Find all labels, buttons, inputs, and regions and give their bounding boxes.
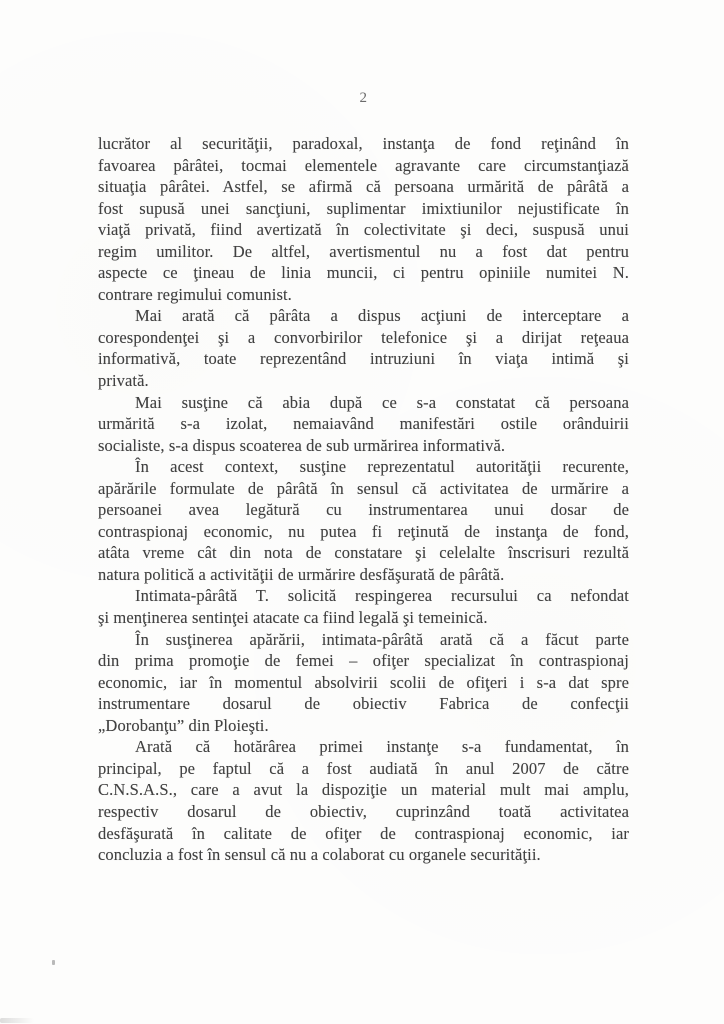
paragraph bbox=[98, 305, 629, 391]
text-line: persoanei avea legătură cu instrumentarea unui dosar de bbox=[98, 500, 629, 520]
text-line: fost supusă unei sancţiuni, suplimentar imixtiunilor nejustificate în bbox=[98, 198, 629, 218]
text-line: urmărită s-a izolat, nemaiavând manifestări ostile orânduirii bbox=[98, 414, 629, 434]
text-line: instrumentare dosarul de obiectiv Fabrica de confecţii bbox=[98, 694, 629, 714]
text-line: „Dorobanţu” din Ploieşti. bbox=[98, 715, 269, 735]
text-line: În susţinerea apărării, intimata-pârâtă arată că a făcut parte bbox=[135, 629, 629, 649]
text-line: informativă, toate reprezentând intruziuni în viaţa intimă şi bbox=[98, 349, 629, 369]
text-line: privată. bbox=[98, 371, 149, 391]
text-line: contraspionaj economic, nu putea fi reţinută de instanţa de fond, bbox=[98, 521, 629, 541]
paragraph bbox=[98, 392, 629, 457]
text-line: apărările formulate de pârâtă în sensul că activitatea de urmărire a bbox=[98, 478, 629, 498]
paragraph bbox=[98, 585, 629, 628]
text-line: socialiste, s-a dispus scoaterea de sub urmărirea informativă. bbox=[98, 435, 506, 455]
text-line: Mai arată că pârâta a dispus acţiuni de interceptare a bbox=[135, 306, 629, 326]
text-line: viaţă privată, fiind avertizată în colectivitate şi deci, suspusă unui bbox=[98, 220, 629, 240]
text-line: corespondenţei şi a convorbirilor telefonice şi a dirijat reţeaua bbox=[98, 327, 629, 347]
text-line: din prima promoţie de femei – ofiţer specializat în contraspionaj bbox=[98, 651, 629, 671]
paragraph bbox=[98, 133, 629, 305]
text-block bbox=[98, 133, 629, 866]
text-line: regim umilitor. De altfel, avertismentul nu a fost dat pentru bbox=[98, 241, 629, 261]
text-line: favoarea pârâtei, tocmai elementele agravante care circumstanţiază bbox=[98, 155, 629, 175]
paragraph bbox=[98, 629, 629, 737]
text-line: situaţia pârâtei. Astfel, se afirmă că persoana urmărită de pârâtă a bbox=[98, 177, 629, 197]
text-line: În acest context, susţine reprezentatul autorităţii recurente, bbox=[135, 457, 629, 477]
text-line: atâta vreme cât din nota de constatare şi celelalte înscrisuri rezultă bbox=[98, 543, 629, 563]
text-line: desfăşurată în calitate de ofiţer de contraspionaj economic, iar bbox=[98, 823, 629, 843]
text-line: Intimata-pârâtă T. solicită respingerea recursului ca nefondat bbox=[135, 586, 629, 606]
text-line: şi menţinerea sentinţei atacate ca fiind legală şi temeinică. bbox=[98, 608, 488, 628]
text-line: natura politică a activităţii de urmărire desfăşurată de pârâtă. bbox=[98, 564, 505, 584]
text-line: economic, iar în momentul absolvirii scolii de ofiţeri i s-a dat spre bbox=[98, 672, 629, 692]
text-line: contrare regimului comunist. bbox=[98, 284, 292, 304]
paragraph bbox=[98, 456, 629, 585]
paragraph bbox=[98, 736, 629, 865]
text-line: lucrător al securităţii, paradoxal, instanţa de fond reţinând în bbox=[98, 134, 629, 153]
scan-edge-smudge bbox=[0, 1018, 34, 1023]
text-line: concluzia a fost în sensul că nu a colaborat cu organele securităţii. bbox=[98, 845, 541, 865]
page-number: 2 bbox=[359, 90, 368, 106]
text-line: principal, pe faptul că a fost audiată în anul 2007 de către bbox=[98, 758, 629, 778]
text-line: respectiv dosarul de obiectiv, cuprinzând toată activitatea bbox=[98, 801, 629, 821]
scan-speck bbox=[52, 960, 55, 965]
text-line: aspecte ce ţineau de linia muncii, ci pentru opiniile numitei N. bbox=[98, 263, 629, 283]
text-line: Arată că hotărârea primei instanţe s-a fundamentat, în bbox=[135, 737, 629, 757]
text-line: C.N.S.A.S., care a avut la dispoziţie un material mult mai amplu, bbox=[98, 780, 629, 800]
text-line: Mai susţine că abia după ce s-a constatat că persoana bbox=[135, 392, 629, 412]
